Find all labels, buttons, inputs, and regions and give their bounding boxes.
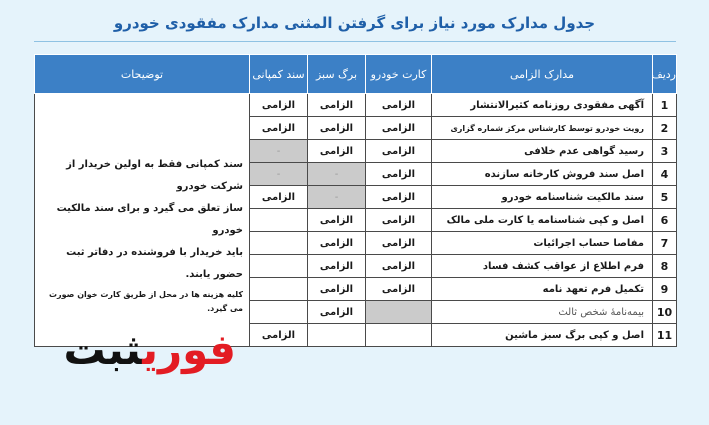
header-required-docs: مدارک الزامی	[432, 55, 653, 94]
green-sheet-cell: الزامی	[308, 301, 366, 324]
header-car-card: کارت خودرو	[366, 55, 432, 94]
green-sheet-cell: الزامی	[308, 278, 366, 301]
document-name: آگهی مفقودی روزنامه کثیرالانتشار	[432, 94, 653, 117]
company-deed-cell	[250, 278, 308, 301]
green-sheet-cell	[308, 324, 366, 347]
document-name: فرم اطلاع از عواقب کشف فساد	[432, 255, 653, 278]
car-card-cell: الزامی	[366, 94, 432, 117]
green-sheet-cell: -	[308, 163, 366, 186]
green-sheet-cell: الزامی	[308, 255, 366, 278]
company-deed-cell: الزامی	[250, 94, 308, 117]
note-line-2: ساز تعلق می گیرد و برای سند مالکیت خودرو	[56, 203, 243, 236]
car-card-cell: الزامی	[366, 117, 432, 140]
note-line-1: سند کمپانی فقط به اولین خریدار از شرکت خودرو	[66, 159, 243, 192]
page-title: جدول مدارک مورد نیاز برای گرفتن المثنی مدارک مفقودی خودرو	[113, 14, 596, 32]
document-name: مفاصا حساب اجرائیات	[432, 232, 653, 255]
company-deed-cell	[250, 255, 308, 278]
company-deed-cell: الزامی	[250, 186, 308, 209]
green-sheet-cell: -	[308, 186, 366, 209]
green-sheet-cell: الزامی	[308, 94, 366, 117]
header-notes: توضیحات	[35, 55, 250, 94]
requirements-table	[34, 54, 677, 347]
row-number: 3	[653, 140, 677, 163]
document-name: تکمیل فرم تعهد نامه	[432, 278, 653, 301]
document-name: اصل سند فروش کارخانه سازنده	[432, 163, 653, 186]
table-row	[35, 94, 677, 117]
note-line-4: کلیه هزینه ها در محل از طریق کارت خوان صورت می گیرد.	[49, 290, 243, 313]
car-card-cell	[366, 324, 432, 347]
car-card-cell: الزامی	[366, 278, 432, 301]
car-card-cell	[366, 301, 432, 324]
document-name: بیمه‌نامهٔ شخص ثالث	[432, 301, 653, 324]
company-deed-cell	[250, 232, 308, 255]
green-sheet-cell: الزامی	[308, 140, 366, 163]
notes-cell	[35, 94, 250, 347]
company-deed-cell: الزامی	[250, 117, 308, 140]
car-card-cell: الزامی	[366, 163, 432, 186]
row-number: 9	[653, 278, 677, 301]
row-number: 7	[653, 232, 677, 255]
header-company-deed: سند کمپانی	[250, 55, 308, 94]
green-sheet-cell: الزامی	[308, 209, 366, 232]
document-name: رسید گواهی عدم خلافی	[432, 140, 653, 163]
company-deed-cell: -	[250, 163, 308, 186]
car-card-cell: الزامی	[366, 232, 432, 255]
brand-logo	[56, 318, 236, 382]
company-deed-cell: الزامی	[250, 324, 308, 347]
header-row-number: ردیف	[653, 55, 677, 94]
title-divider	[34, 41, 676, 42]
header-green-sheet: برگ سبز	[308, 55, 366, 94]
table-header-row	[35, 55, 677, 94]
logo-text-black: ثبت	[63, 325, 143, 374]
row-number: 11	[653, 324, 677, 347]
row-number: 1	[653, 94, 677, 117]
row-number: 8	[653, 255, 677, 278]
car-card-cell: الزامی	[366, 255, 432, 278]
document-name: اصل و کپی شناسنامه یا کارت ملی مالک	[432, 209, 653, 232]
car-card-cell: الزامی	[366, 140, 432, 163]
document-name: اصل و کپی برگ سبز ماشین	[432, 324, 653, 347]
green-sheet-cell: الزامی	[308, 232, 366, 255]
car-card-cell: الزامی	[366, 209, 432, 232]
company-deed-cell: -	[250, 140, 308, 163]
logo-text-red: فوری	[142, 325, 236, 374]
row-number: 4	[653, 163, 677, 186]
row-number: 5	[653, 186, 677, 209]
note-line-3: باید خریدار با فروشنده در دفاتر ثبت حضور یابند.	[66, 247, 243, 280]
company-deed-cell	[250, 301, 308, 324]
row-number: 10	[653, 301, 677, 324]
car-card-cell: الزامی	[366, 186, 432, 209]
document-name: سند مالکیت شناسنامه خودرو	[432, 186, 653, 209]
green-sheet-cell: الزامی	[308, 117, 366, 140]
row-number: 6	[653, 209, 677, 232]
document-name: رویت خودرو توسط کارشناس مرکز شماره گزاری	[432, 117, 653, 140]
row-number: 2	[653, 117, 677, 140]
company-deed-cell	[250, 209, 308, 232]
